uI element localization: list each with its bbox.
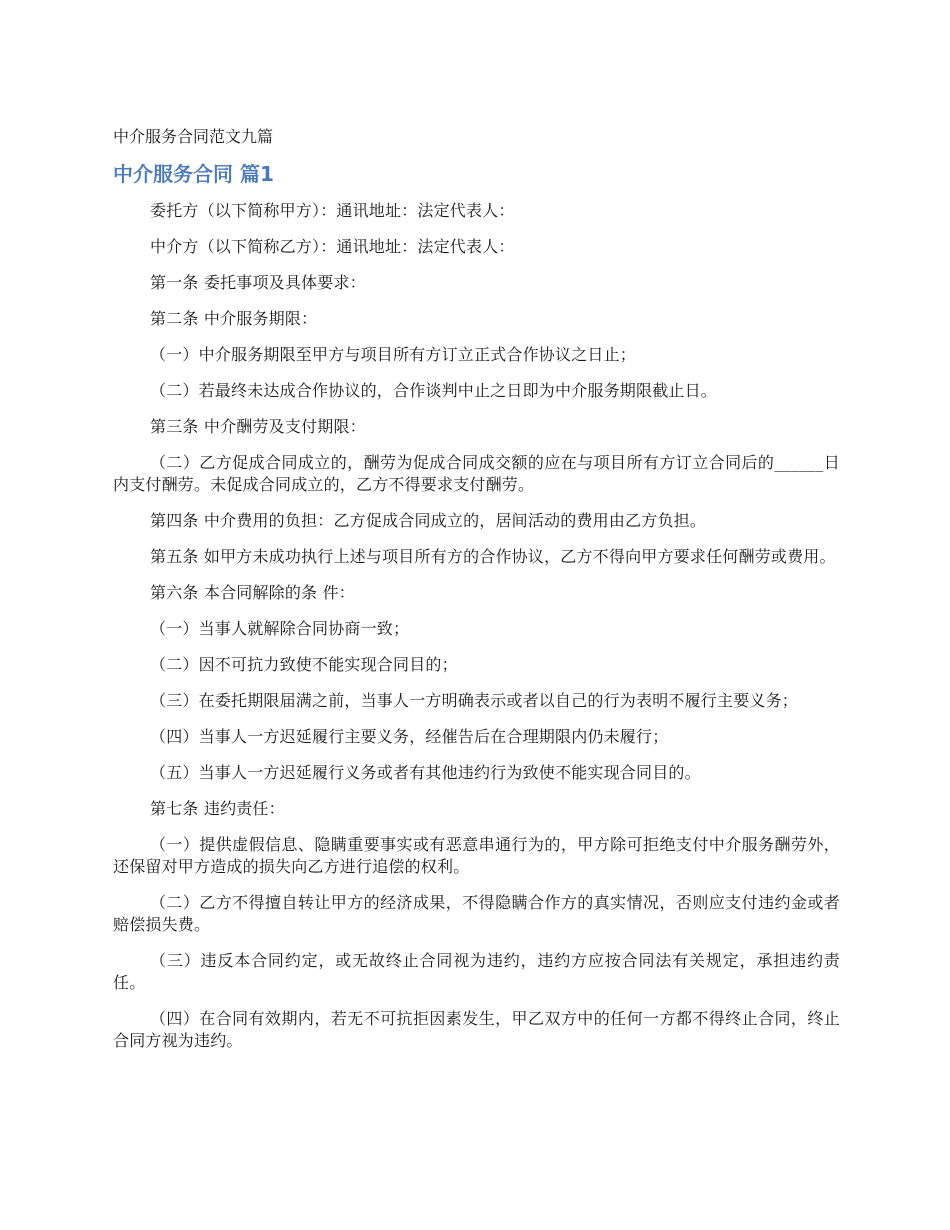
document-title: 中介服务合同范文九篇	[113, 127, 274, 146]
paragraph-article-2-item-1: （一）中介服务期限至甲方与项目所有方订立正式合作协议之日止；	[150, 345, 637, 364]
paragraph-client-party: 委托方（以下简称甲方）：通讯地址：法定代表人：	[150, 201, 515, 220]
paragraph-article-7-item-2: （二）乙方不得擅自转让甲方的经济成果，不得隐瞒合作方的真实情况，否则应支付违约金或者赔偿损失费。	[113, 893, 840, 934]
paragraph-article-6-item-5: （五）当事人一方迟延履行义务或者有其他违约行为致使不能实现合同目的。	[150, 763, 701, 782]
paragraph-article-6-item-2: （二）因不可抗力致使不能实现合同目的；	[150, 655, 458, 674]
paragraph-article-6-item-4: （四）当事人一方迟延履行主要义务，经催告后在合理期限内仍未履行；	[150, 727, 669, 746]
paragraph-article-7-item-3: （三）违反本合同约定，或无故终止合同视为违约，违约方应按合同法有关规定，承担违约责任。	[113, 951, 840, 992]
section-heading: 中介服务合同 篇1	[113, 162, 274, 186]
paragraph-article-3: 第三条 中介酬劳及支付期限：	[150, 417, 366, 436]
paragraph-article-7-item-1: （一）提供虚假信息、隐瞒重要事实或有恶意串通行为的，甲方除可拒绝支付中介服务酬劳外，还保留对甲方造成的损失向乙方进行追偿的权利。	[113, 835, 840, 876]
document-page	[113, 124, 840, 1066]
paragraph-article-4: 第四条 中介费用的负担：乙方促成合同成立的，居间活动的费用由乙方负担。	[150, 511, 707, 530]
paragraph-article-3-item-2: （二）乙方促成合同成立的，酬劳为促成合同成交额的应在与项目所有方订立合同后的______日内支付酬劳。未促成合同成立的，乙方不得要求支付酬劳。	[113, 453, 840, 494]
paragraph-article-1: 第一条 委托事项及具体要求：	[150, 273, 366, 292]
paragraph-article-7: 第七条 违约责任：	[150, 799, 285, 818]
paragraph-article-2: 第二条 中介服务期限：	[150, 309, 318, 328]
paragraph-article-5: 第五条 如甲方未成功执行上述与项目所有方的合作协议，乙方不得向甲方要求任何酬劳或费用。	[150, 547, 836, 566]
paragraph-article-6-item-3: （三）在委托期限届满之前，当事人一方明确表示或者以自己的行为表明不履行主要义务；	[150, 691, 799, 710]
paragraph-article-6: 第六条 本合同解除的条 件：	[150, 583, 355, 602]
paragraph-agent-party: 中介方（以下简称乙方）：通讯地址：法定代表人：	[150, 237, 515, 256]
paragraph-article-7-item-4: （四）在合同有效期内，若无不可抗拒因素发生，甲乙双方中的任何一方都不得终止合同，终止合同方视为违约。	[113, 1009, 840, 1050]
paragraph-article-2-item-2: （二）若最终未达成合作协议的，合作谈判中止之日即为中介服务期限截止日。	[150, 381, 718, 400]
paragraph-article-6-item-1: （一）当事人就解除合同协商一致；	[150, 619, 410, 638]
